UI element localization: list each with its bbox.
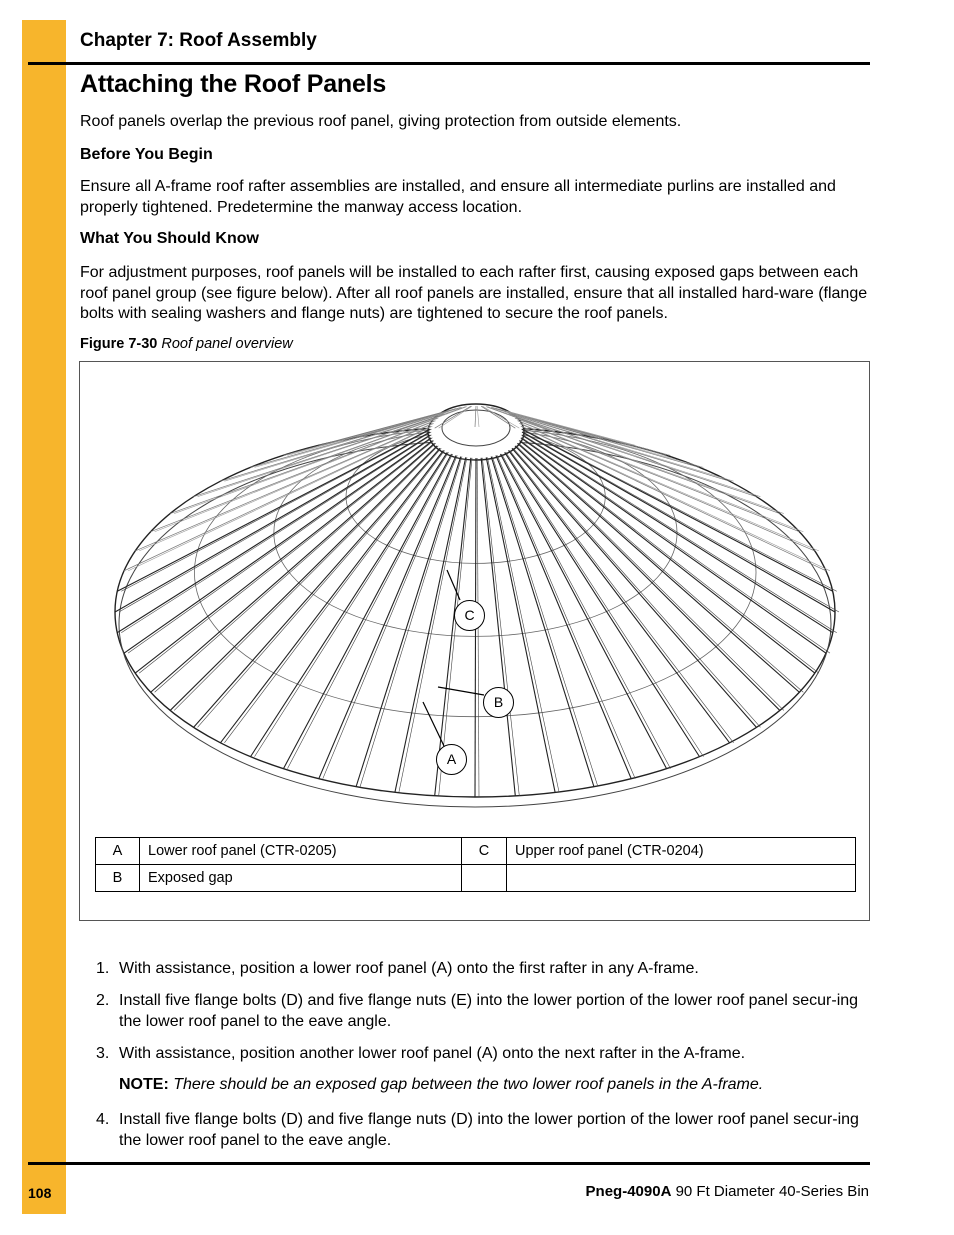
step-number: 2. — [96, 992, 110, 1009]
what-you-should-know-heading: What You Should Know — [80, 230, 259, 247]
roof-panel-edge — [519, 421, 804, 532]
roof-panel-edge — [174, 418, 438, 513]
legend-description: Lower roof panel (CTR-0205) — [140, 838, 462, 865]
page-title: Attaching the Roof Panels — [80, 70, 387, 98]
roof-panel-edge — [255, 452, 449, 756]
roof-rafter — [505, 452, 700, 756]
roof-rafter — [519, 423, 814, 550]
legend-description — [507, 865, 856, 892]
roof-rafter — [522, 435, 833, 633]
roof-panel-edge — [360, 457, 462, 787]
document-code: Pneg-4090A — [585, 1183, 672, 1200]
roof-rafter — [194, 448, 440, 727]
step-text: Install five flange bolts (D) and five flange nuts (D) into the lower portion of the lower roof panel secur-ing the lower roof panel to the eave angle. — [119, 1111, 859, 1149]
callout-b-leader — [438, 687, 484, 695]
legend-key: C — [462, 838, 507, 865]
footer-rule — [28, 1162, 870, 1165]
roof-rafter — [117, 435, 430, 633]
list-item — [96, 1110, 871, 1151]
list-item — [96, 959, 871, 980]
roof-rafter — [509, 450, 730, 742]
roof-rafter — [170, 446, 437, 711]
roof-panel-edge — [516, 446, 784, 711]
roof-panel-edge — [513, 448, 760, 727]
roof-rafter — [220, 450, 443, 742]
figure-legend-table — [95, 837, 856, 892]
roof-panel-edge — [198, 448, 442, 727]
legend-key — [462, 865, 507, 892]
figure-frame — [79, 361, 870, 921]
callout-a-leader — [423, 702, 444, 746]
roof-panel-edge — [492, 457, 598, 787]
roof-panel-edge — [513, 416, 760, 497]
table-row — [96, 865, 856, 892]
legend-key: A — [96, 838, 140, 865]
roof-rafter — [194, 416, 440, 497]
step-number: 1. — [96, 960, 110, 977]
before-you-begin-heading: Before You Begin — [80, 146, 213, 163]
roof-panel-edge — [155, 443, 436, 692]
note — [119, 1076, 763, 1094]
step-text: Install five flange bolts (D) and five flange nuts (E) into the lower portion of the lower roof panel secur-ing the lower roof panel to the eave angle. — [119, 992, 859, 1030]
step-text: With assistance, position a lower roof panel (A) onto the first rafter in any A-frame. — [119, 960, 699, 977]
roof-panel-edge — [482, 458, 519, 796]
callout-c: C — [454, 600, 485, 631]
roof-panel-edge — [139, 423, 434, 550]
step-number: 4. — [96, 1111, 110, 1128]
header-rule — [28, 62, 870, 65]
roof-panel-edge — [521, 441, 819, 674]
list-item — [96, 991, 871, 1032]
roof-rafter — [151, 421, 435, 532]
roof-panel-edge — [224, 450, 444, 742]
table-row — [96, 838, 856, 865]
intro-paragraph: Roof panels overlap the previous roof panel, giving protection from outside elements. — [80, 113, 682, 130]
before-you-begin-text: Ensure all A-frame roof rafter assemblies are installed, and ensure all intermediate purlins are installed and properly tightened. Predetermine the manway access location. — [80, 178, 836, 216]
what-you-should-know-text: For adjustment purposes, roof panels will be installed to each rafter first, causing exposed gaps between each roof panel group (see figure below). After all roof panels are installed, ensure that all installed hard-ware (flange bolts with sealing washers and flange nuts) are tightened to secure the roof panels. — [80, 264, 868, 322]
chapter-heading: Chapter 7: Roof Assembly — [80, 30, 317, 51]
roof-rafter — [517, 421, 799, 532]
document-id — [586, 1183, 869, 1200]
roof-rafter — [486, 457, 555, 792]
roof-rafter — [135, 441, 432, 674]
legend-description: Upper roof panel (CTR-0204) — [507, 838, 856, 865]
chapter-color-bar — [22, 20, 66, 1214]
list-item — [96, 1044, 871, 1065]
note-label: NOTE: — [119, 1076, 169, 1093]
roof-panel-edge — [523, 435, 837, 633]
document-title: 90 Ft Diameter 40-Series Bin — [675, 1183, 869, 1200]
roof-rafter — [515, 418, 780, 513]
roof-rafter — [496, 455, 631, 778]
figure-caption — [80, 336, 293, 352]
roof-panel-edge — [510, 450, 734, 742]
legend-key: B — [96, 865, 140, 892]
callout-b: B — [483, 687, 514, 718]
note-text: There should be an exposed gap between the two lower roof panels in the A-frame. — [173, 1076, 764, 1093]
figure-title: Roof panel overview — [161, 336, 293, 352]
roof-rafter — [395, 457, 466, 792]
roof-panel-edge — [510, 414, 734, 482]
roof-panel-edge — [521, 423, 819, 550]
roof-panel-edge — [119, 432, 431, 612]
figure-number: Figure 7-30 — [80, 336, 158, 352]
roof-rafter — [512, 448, 756, 727]
step-text: With assistance, position another lower roof panel (A) onto the next rafter in the A-frame. — [119, 1045, 746, 1062]
callout-a: A — [436, 744, 467, 775]
page-number: 108 — [28, 1185, 52, 1201]
legend-description: Exposed gap — [140, 865, 462, 892]
roof-panel-illustration — [80, 362, 869, 832]
roof-rafter — [135, 423, 432, 550]
step-number: 3. — [96, 1045, 110, 1062]
roof-panel-edge — [519, 443, 804, 692]
